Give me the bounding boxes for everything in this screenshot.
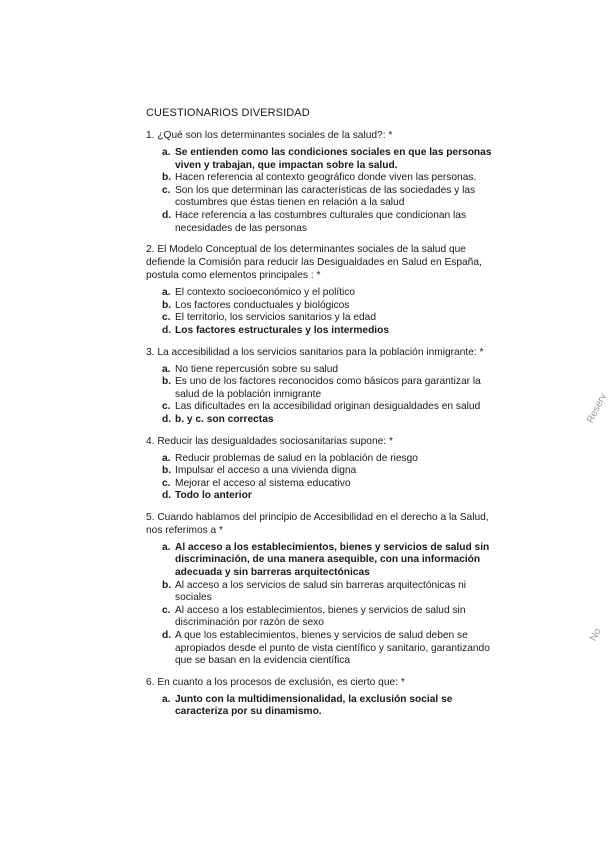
- option-letter: d.: [162, 413, 172, 425]
- option-letter: c.: [162, 477, 171, 489]
- option-text: No tiene repercusión sobre su salud: [175, 363, 339, 375]
- option-letter: d.: [162, 209, 172, 221]
- answer-option: [162, 300, 496, 313]
- option-text: Se entienden como las condiciones sociales en que las personas viven y trabajan, que impactan sobre la salud.: [175, 147, 492, 171]
- answer-option: [162, 605, 496, 630]
- answer-option: [162, 630, 496, 668]
- option-text: Son los que determinan las características de las sociedades y las costumbres que éstas tienen en relación a la salud: [175, 184, 476, 209]
- option-letter: a.: [162, 147, 171, 158]
- option-letter: b.: [162, 172, 172, 184]
- option-letter: b.: [162, 579, 172, 591]
- option-text: Impulsar el acceso a una vivienda digna: [175, 465, 357, 477]
- answer-option: [162, 287, 496, 300]
- option-letter: c.: [162, 604, 171, 616]
- option-text: Al acceso a los establecimientos, bienes y servicios de salud sin discriminación, de una manera asequible, con una información adecuada y sin barreras arquitectónicas: [175, 541, 490, 579]
- answer-options: [162, 147, 496, 235]
- answer-option: [162, 465, 496, 478]
- option-text: Es uno de los factores reconocidos como básicos para garantizar la salud de la población inmigrante: [175, 376, 481, 400]
- answer-option: [162, 376, 496, 401]
- option-letter: c.: [162, 312, 171, 324]
- watermark-text: No: [588, 626, 604, 643]
- option-text: A que los establecimientos, bienes y servicios de salud deben se apropiados desde el punto de vista científico y sanitario, garantizando que se basan en la evidencia científica: [175, 630, 490, 667]
- answer-option: [162, 580, 496, 605]
- option-letter: b.: [162, 299, 172, 311]
- option-letter: a.: [162, 363, 171, 375]
- option-letter: a.: [162, 287, 171, 299]
- option-text: b. y c. son correctas: [175, 413, 274, 425]
- option-text: Los factores estructurales y los intermedios: [175, 324, 390, 336]
- option-text: El territorio, los servicios sanitarios y la edad: [175, 312, 376, 324]
- question-block: [146, 435, 496, 503]
- question-text: 3. La accesibilidad a los servicios sanitarios para la población inmigrante: *: [146, 346, 484, 358]
- question-block: [146, 346, 496, 427]
- page-title: CUESTIONARIOS DIVERSIDAD: [146, 107, 310, 119]
- question-list: [146, 129, 496, 719]
- option-text: Los factores conductuales y biológicos: [175, 299, 350, 311]
- option-letter: b.: [162, 376, 172, 388]
- document-page: [146, 107, 496, 727]
- option-letter: a.: [162, 452, 171, 464]
- answer-options: [162, 287, 496, 337]
- option-text: Al acceso a los servicios de salud sin barreras arquitectónicas ni sociales: [175, 579, 467, 604]
- option-text: Hacen referencia al contexto geográfico donde viven las personas.: [175, 172, 477, 184]
- option-text: Las dificultades en la accesibilidad originan desigualdades en salud: [175, 401, 481, 413]
- answer-option-correct: [162, 414, 496, 427]
- answer-option: [162, 364, 496, 377]
- option-letter: d.: [162, 630, 172, 642]
- option-text: El contexto socioeconómico y el político: [175, 287, 356, 299]
- option-letter: a.: [162, 541, 171, 553]
- option-letter: d.: [162, 324, 172, 336]
- option-letter: a.: [162, 693, 171, 705]
- question-text: 1. ¿Qué son los determinantes sociales de la salud?: *: [146, 130, 393, 141]
- option-text: Mejorar el acceso al sistema educativo: [175, 477, 351, 489]
- answer-option: [162, 172, 496, 185]
- answer-options: [162, 694, 496, 719]
- option-text: Todo lo anterior: [175, 490, 252, 502]
- option-text: Reducir problemas de salud en la población de riesgo: [175, 452, 418, 464]
- option-letter: d.: [162, 490, 172, 502]
- watermark-text: Reserv: [585, 391, 609, 425]
- answer-option: [162, 478, 496, 491]
- option-letter: c.: [162, 401, 171, 413]
- answer-options: [162, 364, 496, 427]
- answer-option: [162, 185, 496, 210]
- answer-option: [162, 210, 496, 235]
- question-block: [146, 129, 496, 235]
- question-text: 2. El Modelo Conceptual de los determinantes sociales de la salud que defiende la Comisión para reducir las Desigualdades en Salud en España, postula como elementos principales : *: [146, 244, 482, 282]
- answer-options: [162, 453, 496, 503]
- option-letter: c.: [162, 184, 171, 196]
- question-block: [146, 511, 496, 668]
- answer-option-correct: [162, 490, 496, 503]
- option-letter: b.: [162, 465, 172, 477]
- option-text: Hace referencia a las costumbres culturales que condicionan las necesidades de las personas: [175, 209, 467, 234]
- answer-option-correct: [162, 542, 496, 580]
- question-block: [146, 676, 496, 719]
- answer-option-correct: [162, 694, 496, 719]
- answer-option: [162, 453, 496, 466]
- answer-option-correct: [162, 147, 496, 172]
- question-text: 4. Reducir las desigualdades sociosanitarias supone: *: [146, 435, 393, 447]
- answer-option: [162, 401, 496, 414]
- question-text: 6. En cuanto a los procesos de exclusión, es cierto que: *: [146, 676, 405, 688]
- option-text: Junto con la multidimensionalidad, la exclusión social se caracteriza por su dinamismo.: [175, 693, 453, 718]
- answer-option: [162, 312, 496, 325]
- answer-option-correct: [162, 325, 496, 338]
- answer-options: [162, 542, 496, 668]
- question-block: [146, 243, 496, 337]
- question-text: 5. Cuando hablamos del principio de Accesibilidad en el derecho a la Salud, nos referimos a *: [146, 511, 489, 536]
- option-text: Al acceso a los establecimientos, bienes y servicios de salud sin discriminación por razón de sexo: [175, 604, 466, 629]
